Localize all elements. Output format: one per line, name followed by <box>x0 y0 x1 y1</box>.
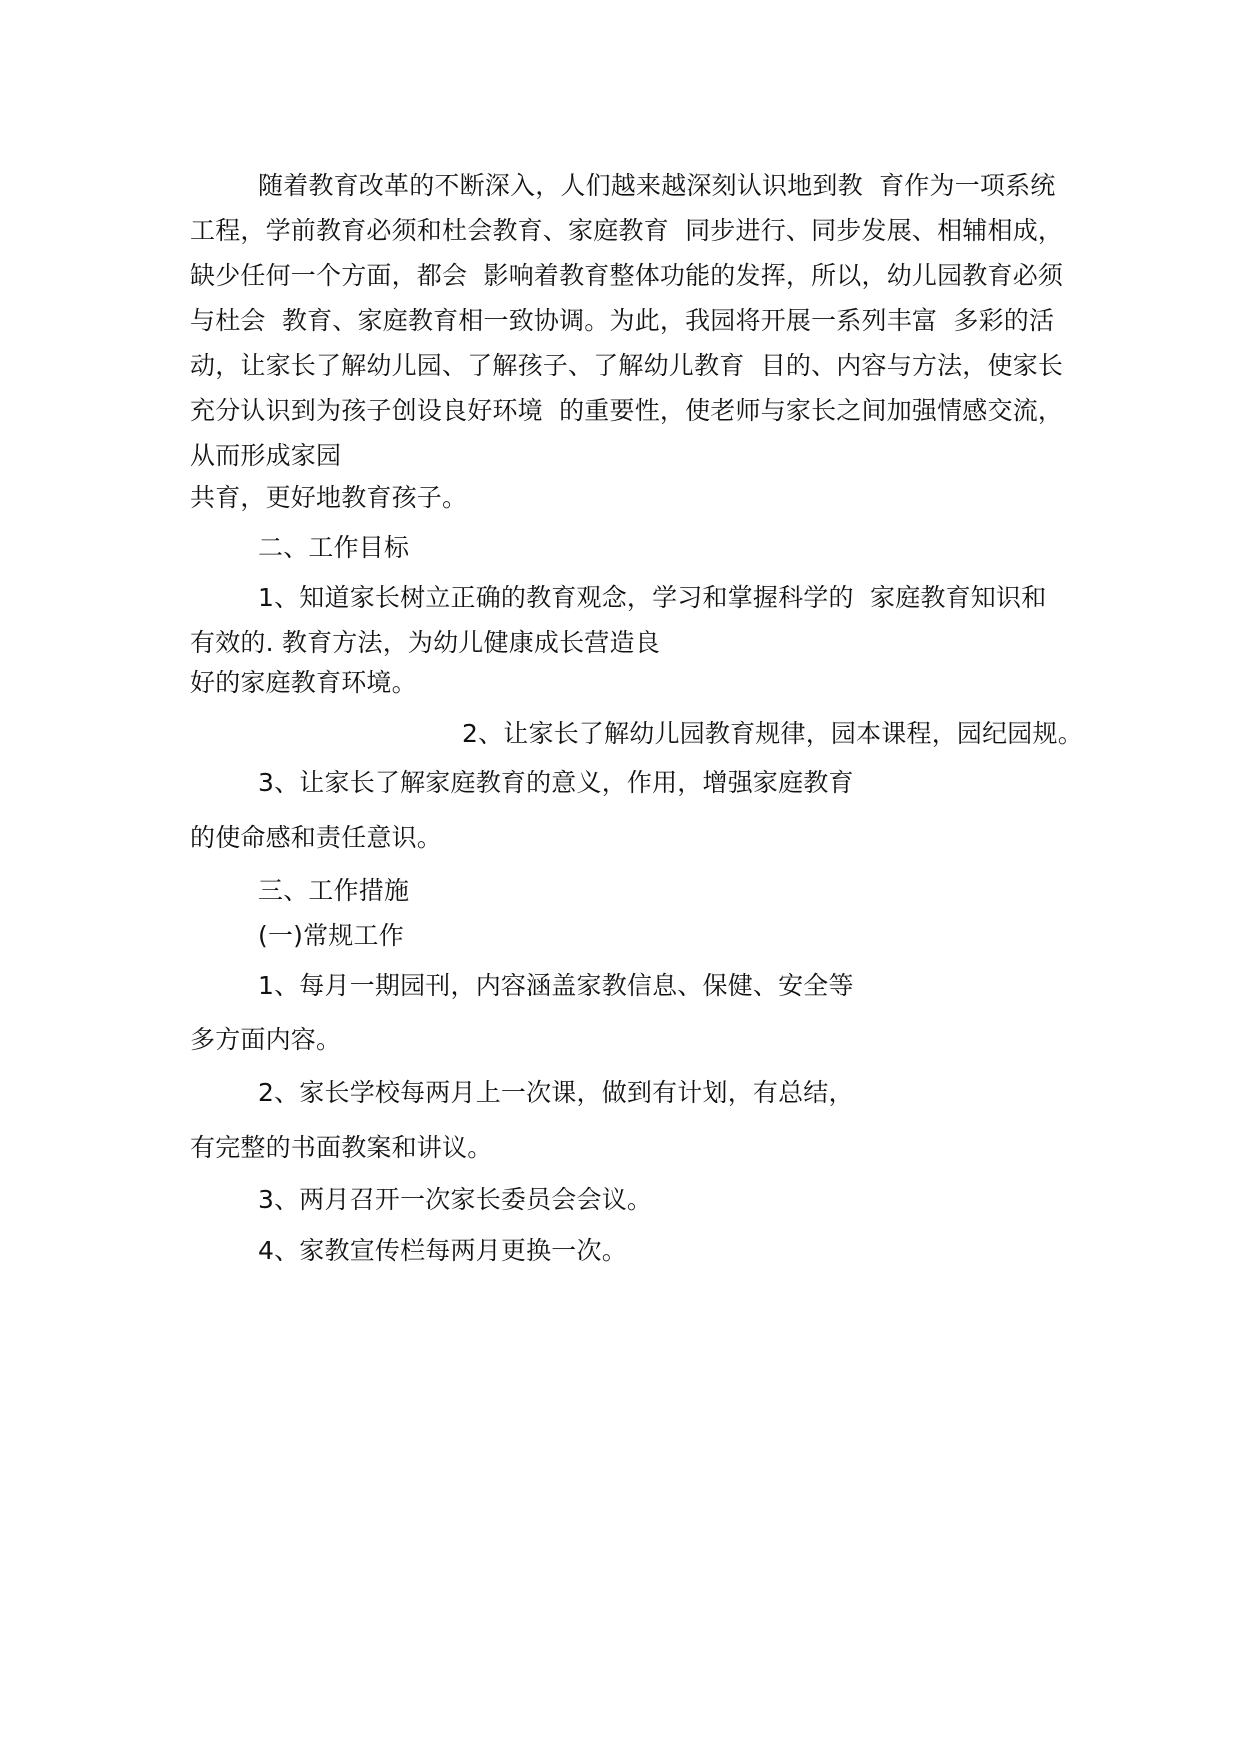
goal-1-line-3: 好的家庭教育环境。 <box>190 668 417 697</box>
paragraph-intro-line-4: 与杜会 教育、家庭教育相一致协调。为此，我园将开展一系列丰富 多彩的活 <box>190 306 1055 335</box>
paragraph-intro-line-1: 随着教育改革的不断深入，人们越来越深刻认识地到教 育作为一项系统 <box>258 171 1056 200</box>
subheading-routine-work: (一)常规工作 <box>258 921 404 950</box>
paragraph-intro-line-7: 从而形成家园 <box>190 441 342 470</box>
measure-3: 3、两月召开一次家长委员会会议。 <box>258 1185 653 1214</box>
goal-1-line-2: 有效的. 教育方法，为幼儿健康成长营造良 <box>190 628 660 657</box>
measure-2-line-1: 2、家长学校每两月上一次课，做到有计划，有总结， <box>258 1078 854 1107</box>
paragraph-intro-line-5: 动，让家长了解幼儿园、了解孩子、了解幼儿教育 目的、内容与方法，使家长 <box>190 351 1064 380</box>
measure-2-line-2: 有完整的书面教案和讲议。 <box>190 1133 493 1162</box>
goal-2: 2、让家长了解幼儿园教育规律，园本课程，园纪园规。 <box>462 719 1083 748</box>
goal-3-line-2: 的使命感和责任意识。 <box>190 823 443 852</box>
section-heading-goals: 二、工作目标 <box>258 533 410 562</box>
paragraph-intro-line-2: 工程，学前教育必须和杜会教育、家庭教育 同步进行、同步发展、相辅相成， <box>190 216 1064 245</box>
measure-1-line-1: 1、每月一期园刊，内容涵盖家教信息、保健、安全等 <box>258 971 854 1000</box>
measure-4: 4、家教宣传栏每两月更换一次。 <box>258 1236 627 1265</box>
section-heading-measures: 三、工作措施 <box>258 876 410 905</box>
paragraph-intro-line-6: 充分认识到为孩子创设良好环境 的重要性，使老师与家长之间加强情感交流， <box>190 396 1064 425</box>
measure-1-line-2: 多方面内容。 <box>190 1025 342 1054</box>
paragraph-intro-line-8: 共育，更好地教育孩子。 <box>190 483 468 512</box>
goal-1-line-1: 1、知道家长树立正确的教育观念，学习和掌握科学的 家庭教育知识和 <box>258 583 1047 612</box>
paragraph-intro-line-3: 缺少任何一个方面，都会 影响着教育整体功能的发挥，所以，幼儿园教育必须 <box>190 261 1064 290</box>
goal-3-line-1: 3、让家长了解家庭教育的意义，作用，增强家庭教育 <box>258 768 854 797</box>
